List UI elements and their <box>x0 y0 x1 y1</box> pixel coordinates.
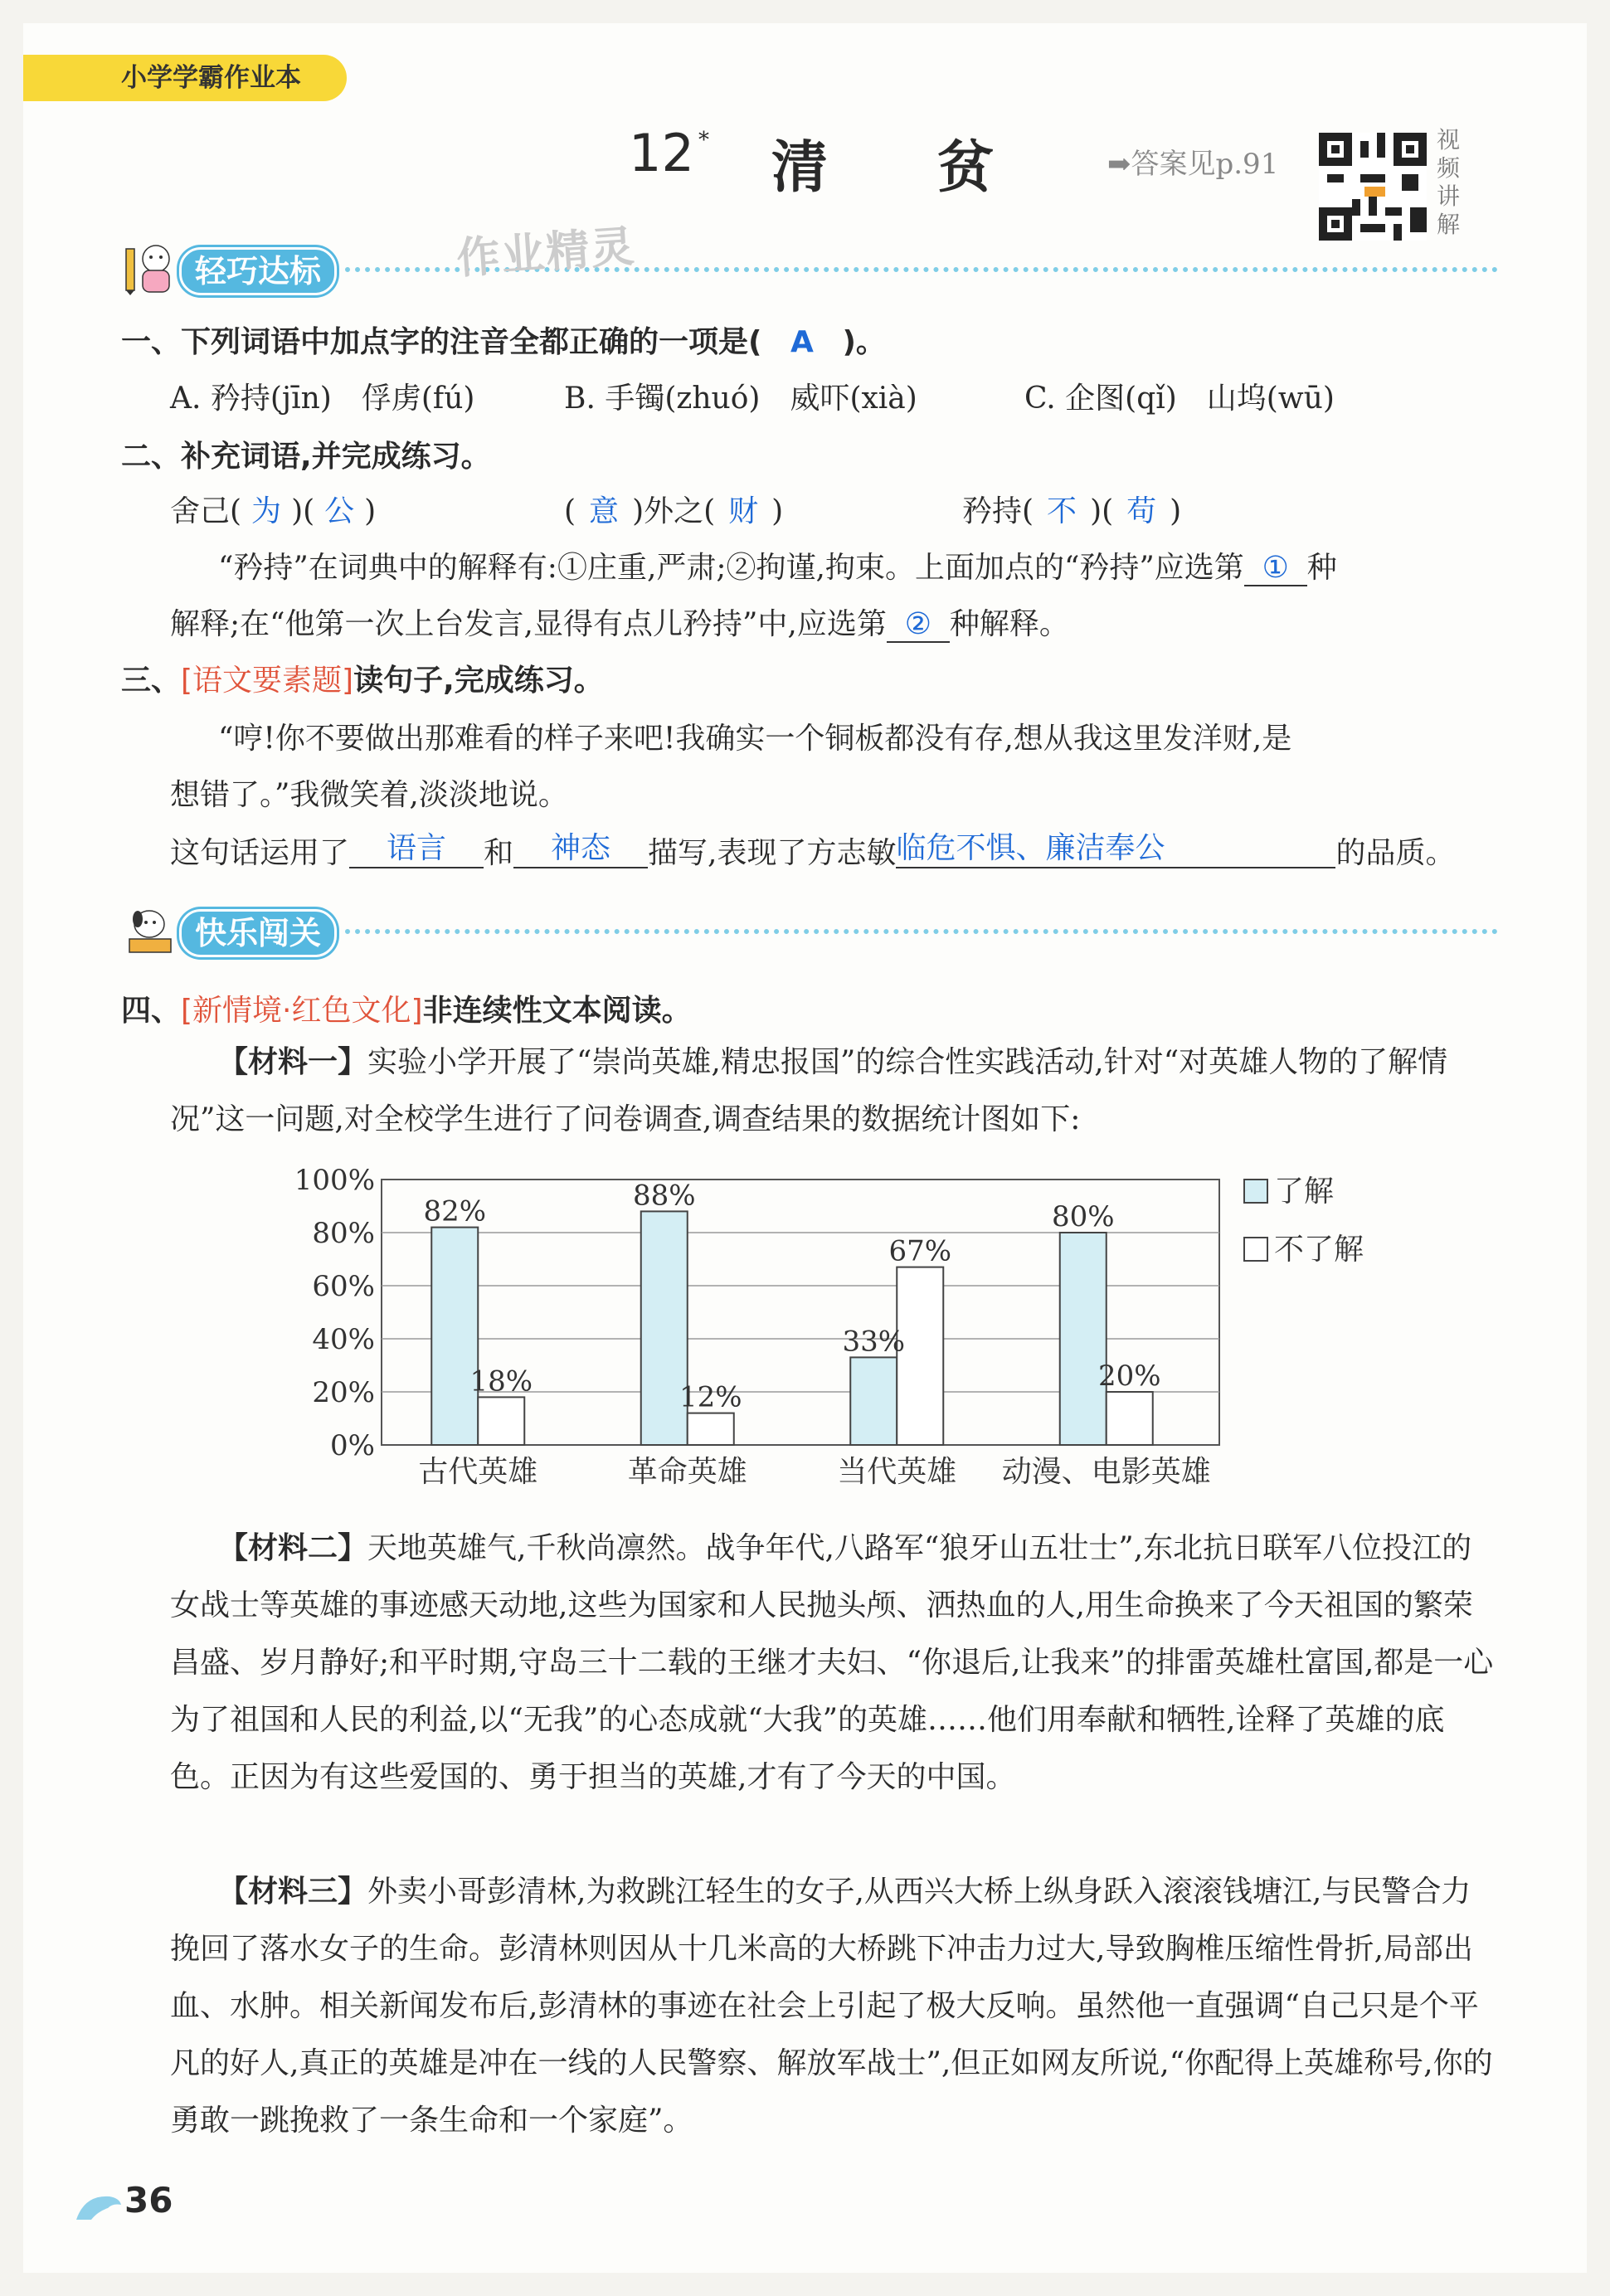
q4-number: 四、 <box>121 994 182 1028</box>
material-3-label: 【材料三】 <box>218 1875 368 1909</box>
q1-prompt-text: 一、下列词语中加点字的注音全都正确的一项是( <box>121 325 762 359</box>
section-header-challenge <box>121 902 1498 949</box>
data-label: 67% <box>888 1234 952 1268</box>
bar-known <box>1060 1233 1107 1445</box>
y-tick-label: 80% <box>312 1217 375 1250</box>
q3-tag: [语文要素题] <box>181 664 354 698</box>
y-tick-label: 20% <box>312 1376 375 1409</box>
q2-prompt: 二、补充词语,并完成练习。 <box>121 440 491 474</box>
q2-w1-post: ) <box>364 494 377 528</box>
q3-fill-mid1: 和 <box>484 836 514 870</box>
q2-w2-answer-b: 财 <box>728 494 759 528</box>
material-1-text: 实验小学开展了“崇尚英雄,精忠报国”的综合性实践活动,针对“对英雄人物的了解情况”这一问题,对全校学生进行了问卷调查,调查结果的数据统计图如下: <box>170 1045 1448 1136</box>
y-tick-label: 60% <box>312 1270 375 1303</box>
q3-fill-mid2: 描写,表现了方志敏 <box>648 836 897 870</box>
q2-answer-2: ② <box>887 607 950 643</box>
q2-w2-mid: )外之( <box>632 494 716 528</box>
q4-tag: [新情境·红色文化] <box>181 994 423 1028</box>
q2-w3-mid: )( <box>1090 494 1114 528</box>
dolphin-icon <box>73 2187 124 2226</box>
data-label: 88% <box>632 1179 696 1213</box>
q2-choice-text: 解释;在“他第一次上台发言,显得有点儿矜持”中,应选第 <box>170 607 887 641</box>
q2-definition-text: “矜持”在词典中的解释有:①庄重,严肃;②拘谨,拘束。上面加点的“矜持”应选第 <box>218 551 1244 585</box>
page-number: 36 <box>124 2180 173 2221</box>
q2-w1-answer-b: 公 <box>324 494 355 528</box>
legend-swatch <box>1244 1238 1267 1261</box>
q1-answer: A <box>790 325 814 359</box>
q2-word-1 <box>170 488 376 530</box>
data-label: 12% <box>679 1380 742 1414</box>
y-tick-label: 0% <box>330 1429 375 1462</box>
q3-answer-b: 神态 <box>513 825 648 868</box>
data-label: 18% <box>469 1364 533 1399</box>
chart-bars <box>431 1211 1153 1445</box>
data-label: 82% <box>423 1194 487 1228</box>
video-label: 视频讲解 <box>1437 126 1461 238</box>
q2-w2-post: ) <box>771 494 784 528</box>
q2-w1-pre: 舍己( <box>170 494 242 528</box>
data-label: 20% <box>1097 1360 1161 1393</box>
q2-definition-end: 种 <box>1306 551 1337 585</box>
q2-choice-line <box>170 601 1069 643</box>
q1-option-c: C. 企图(qǐ) 山坞(wū) <box>1024 382 1335 416</box>
q2-w3-pre: 矜持( <box>962 494 1034 528</box>
x-tick-label: 革命英雄 <box>627 1455 747 1489</box>
section-title-challenge: 快乐闯关 <box>179 909 337 957</box>
bar-unknown <box>1107 1392 1153 1445</box>
section-title-basic: 轻巧达标 <box>179 247 337 295</box>
q1-prompt-end: )。 <box>842 325 886 359</box>
x-tick-label: 古代英雄 <box>418 1455 538 1489</box>
x-tick-label: 当代英雄 <box>837 1455 957 1489</box>
q2-w1-answer-a: 为 <box>251 494 282 528</box>
pencil-mascot-icon <box>121 241 184 295</box>
q2-w1-mid: )( <box>291 494 315 528</box>
q1-option-b: B. 手镯(zhuó) 威吓(xià) <box>564 382 917 416</box>
bar-chart <box>282 1155 1385 1520</box>
data-label: 33% <box>842 1325 906 1359</box>
answer-reference: ➡答案见p.91 <box>1107 148 1279 181</box>
material-2-label: 【材料二】 <box>218 1531 368 1565</box>
page-title-char-2: 贫 <box>937 135 995 201</box>
q3-fill-pre: 这句话运用了 <box>170 836 350 870</box>
y-tick-label: 40% <box>312 1323 375 1356</box>
q1-prompt <box>121 319 886 361</box>
q3-quote-line-2: 想错了。”我微笑着,淡淡地说。 <box>170 778 568 812</box>
legend-label: 了解 <box>1274 1175 1335 1209</box>
q2-word-3 <box>962 488 1181 530</box>
q2-w2-answer-a: 意 <box>589 494 620 528</box>
chart-legend <box>1244 1175 1364 1267</box>
q3-fill-post: 的品质。 <box>1335 836 1456 870</box>
material-3 <box>170 1863 1497 2149</box>
watermark: 作业精灵 <box>455 221 638 285</box>
material-2-text: 天地英雄气,千秋尚凛然。战争年代,八路军“狼牙山五壮士”,东北抗日联军八位投江的女战士等英雄的事迹感天动地,这些为国家和人民抛头颅、洒热血的人,用生命换来了今天祖国的繁荣昌盛、岁月静好;和平时期,守岛三十二载的王继才夫妇、“你退后,让我来”的排雷英雄杜富国,都是一心为了祖国和人民的利益,以“无我”的心态成就“大我”的英雄……他们用奉献和牺牲,诠释了英雄的底色。正因为有这些爱国的、勇于担当的英雄,才有了今天的中国。 <box>170 1531 1494 1794</box>
material-2 <box>170 1520 1497 1806</box>
q2-definition-line <box>218 544 1337 586</box>
y-tick-label: 100% <box>294 1164 375 1197</box>
bar-unknown <box>688 1413 734 1445</box>
q3-quote-line-1: “哼!你不要做出那难看的样子来吧!我确实一个铜板都没有存,想从我这里发洋财,是 <box>218 722 1292 756</box>
x-tick-label: 动漫、电影英雄 <box>1001 1455 1211 1489</box>
q4-prompt <box>121 987 692 1029</box>
q3-number: 三、 <box>121 664 182 698</box>
q4-prompt-text: 非连续性文本阅读。 <box>422 994 692 1028</box>
q1-option-a: A. 矜持(jīn) 俘虏(fú) <box>170 382 475 416</box>
material-1 <box>170 1034 1497 1148</box>
legend-label: 不了解 <box>1274 1233 1364 1267</box>
page-title-char-1: 清 <box>771 135 829 201</box>
bar-known <box>850 1357 897 1445</box>
q2-choice-end: 种解释。 <box>949 607 1069 641</box>
lesson-mark: * <box>698 128 709 153</box>
section-divider <box>345 929 1498 934</box>
q3-answer-a: 语言 <box>349 825 484 868</box>
series-tag: 小学学霸作业本 <box>23 55 347 101</box>
q3-fill-line <box>170 829 1456 873</box>
legend-swatch <box>1244 1180 1267 1203</box>
bar-known <box>431 1228 478 1445</box>
qr-code-icon[interactable] <box>1319 133 1427 241</box>
material-3-text: 外卖小哥彭清林,为救跳江轻生的女子,从西兴大桥上纵身跃入滚滚钱塘江,与民警合力挽回了落水女子的生命。彭清林则因从十几米高的大桥跳下冲击力过大,导致胸椎压缩性骨折,局部出血、水肿。相关新闻发布后,彭清林的事迹在社会上引起了极大反响。虽然他一直强调“自己只是个平凡的好人,真正的英雄是冲在一线的人民警察、解放军战士”,但正如网友所说,“你配得上英雄称号,你的勇敢一跳挽救了一条生命和一个家庭”。 <box>170 1875 1493 2138</box>
q2-w3-answer-a: 不 <box>1047 494 1077 528</box>
q3-prompt <box>121 657 604 699</box>
q3-answer-c: 临危不惧、廉洁奉公 <box>896 825 1335 868</box>
q2-w2-pre: ( <box>564 494 576 528</box>
section-header-basic <box>121 241 1498 287</box>
bar-unknown <box>478 1397 524 1445</box>
lesson-number: 12 <box>629 123 694 183</box>
q2-w3-answer-b: 苟 <box>1126 494 1157 528</box>
dog-mascot-icon <box>121 902 184 957</box>
material-1-label: 【材料一】 <box>218 1045 368 1079</box>
q2-answer-1: ① <box>1244 551 1307 586</box>
q2-w3-post: ) <box>1170 494 1182 528</box>
data-label: 80% <box>1051 1200 1115 1233</box>
q3-prompt-text: 读句子,完成练习。 <box>353 664 604 698</box>
q2-word-2 <box>564 488 783 530</box>
